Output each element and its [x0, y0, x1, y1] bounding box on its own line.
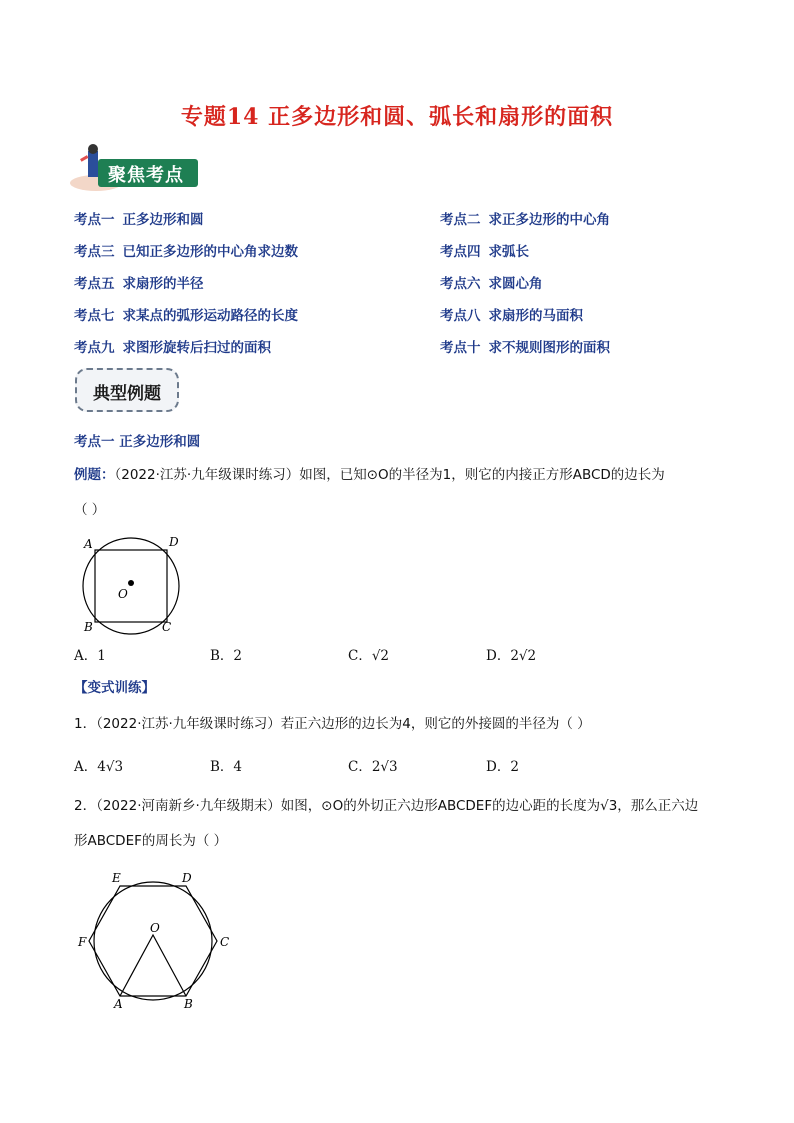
kaodian-key: 考点五	[74, 276, 115, 292]
kaodian-item[interactable]	[74, 240, 298, 260]
kaodian-key: 考点一	[74, 212, 115, 228]
example-answer-blank: （ ）	[74, 502, 106, 518]
kaodian-key: 考点十	[440, 340, 481, 356]
triangle-lines	[120, 935, 186, 996]
variant-training-heading: 【变式训练】	[74, 680, 155, 696]
question-2-line-1: 2．（2022·河南新乡·九年级期末）如图，⊙O的外切正六边形ABCDEF的边心距的长度为√3，那么正六边	[74, 798, 699, 814]
inscribed-circle	[94, 882, 212, 1000]
kaodian-text: 已知正多边形的中心角求边数	[122, 244, 298, 260]
label-d: D	[182, 871, 192, 885]
q1-option-b[interactable]: B．4	[210, 759, 243, 775]
label-e: E	[112, 871, 121, 885]
kaodian-text: 求扇形的马面积	[488, 308, 583, 324]
badge-label: 聚焦考点	[108, 165, 184, 186]
hexagon-circle-figure	[72, 866, 242, 1016]
kaodian-item[interactable]	[74, 208, 204, 228]
example-option-c[interactable]: C．√2	[348, 648, 390, 664]
kaodian-text: 正多边形和圆	[122, 212, 204, 228]
question-2-line-2: 形ABCDEF的周长为（ ）	[74, 833, 228, 849]
label-b: B	[184, 997, 193, 1011]
kaodian-text: 求弧长	[488, 244, 529, 260]
focus-badge	[66, 143, 206, 193]
example-option-b[interactable]: B．2	[210, 648, 243, 664]
label-a: A	[114, 997, 123, 1011]
center-point	[128, 580, 134, 586]
kaodian-text: 求圆心角	[488, 276, 543, 292]
kaodian-item[interactable]	[74, 304, 298, 324]
kaodian-item[interactable]	[74, 336, 271, 356]
label-b: B	[84, 620, 93, 634]
kaodian-key: 考点六	[440, 276, 481, 292]
kaodian-text: 求某点的弧形运动路径的长度	[122, 308, 298, 324]
q1-option-a[interactable]: A．4√3	[74, 759, 124, 775]
kaodian-key: 考点七	[74, 308, 115, 324]
kaodian-item[interactable]	[440, 336, 610, 356]
label-o: O	[118, 587, 128, 601]
q1-option-d[interactable]: D．2	[486, 759, 519, 775]
question-1-text: 1．（2022·江苏·九年级课时练习）若正六边形的边长为4，则它的外接圆的半径为（ ）	[74, 716, 591, 732]
kaodian-item[interactable]	[440, 240, 529, 260]
kaodian-item[interactable]	[440, 208, 610, 228]
example-option-d[interactable]: D．2√2	[486, 648, 537, 664]
label-c: C	[162, 620, 172, 634]
kaodian-key: 考点二	[440, 212, 481, 228]
kaodian-item[interactable]	[440, 272, 543, 292]
section-heading: 考点一 正多边形和圆	[74, 434, 201, 450]
kaodian-text: 求图形旋转后扫过的面积	[122, 340, 271, 356]
label-d: D	[169, 535, 179, 549]
kaodian-key: 考点四	[440, 244, 481, 260]
example-option-a[interactable]: A．1	[74, 648, 106, 664]
kaodian-text: 求正多边形的中心角	[488, 212, 610, 228]
kaodian-key: 考点八	[440, 308, 481, 324]
kaodian-item[interactable]	[74, 272, 204, 292]
example-text: （2022·江苏·九年级课时练习）如图，已知⊙O的半径为1，则它的内接正方形ABCD的边长为	[114, 467, 665, 483]
label-f: F	[78, 935, 87, 949]
example-line-1	[74, 463, 665, 483]
page-title: 专题14 正多边形和圆、弧长和扇形的面积	[180, 104, 614, 130]
kaodian-key: 考点九	[74, 340, 115, 356]
kaodian-key: 考点三	[74, 244, 115, 260]
section-label-box	[75, 368, 179, 412]
circle-square-figure	[72, 530, 192, 640]
kaodian-text: 求不规则图形的面积	[488, 340, 610, 356]
kaodian-item[interactable]	[440, 304, 583, 324]
label-o: O	[150, 921, 160, 935]
label-c: C	[220, 935, 230, 949]
section-label: 典型例题	[93, 384, 161, 404]
label-a: A	[84, 537, 93, 551]
kaodian-text: 求扇形的半径	[122, 276, 204, 292]
q1-option-c[interactable]: C．2√3	[348, 759, 398, 775]
example-prefix: 例题：	[74, 467, 115, 483]
